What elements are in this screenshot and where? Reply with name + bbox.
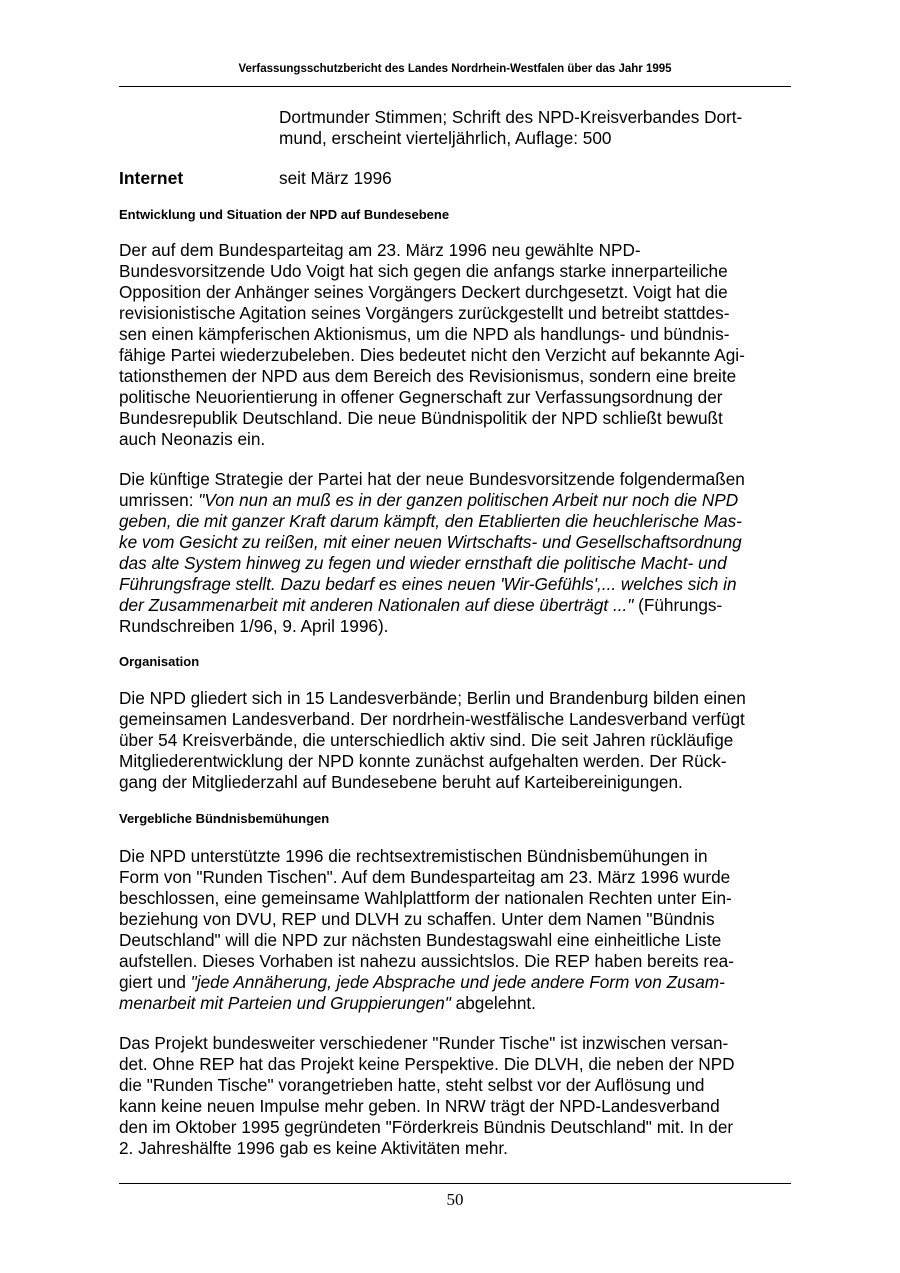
page-number: 50 [446,1190,464,1209]
quote-run: geben, die mit ganzer Kraft darum kämpft, den Etablierten die heuchlerische Mas- [119,511,742,531]
publication-entry [279,107,779,149]
text-line: Form von "Runden Tischen". Auf dem Bundesparteitag am 23. März 1996 wurde [119,867,731,887]
text-line: Mitgliederentwicklung der NPD konnte zunächst aufgehalten werden. Der Rück- [119,751,727,771]
text-line: politische Neuorientierung in offener Gegnerschaft zur Verfassungsordnung der [119,387,723,407]
quote-run: "Von nun an muß es in der ganzen politischen Arbeit nur noch die NPD [198,490,739,510]
quote-run: der Zusammenarbeit mit anderen Nationalen auf diese überträgt ..." [119,595,634,615]
text-line: kann keine neuen Impulse mehr geben. In NRW trägt der NPD-Landesverband [119,1096,720,1116]
paragraph-buendnis-1 [119,846,791,1014]
text-line: den im Oktober 1995 gegründeten "Förderkreis Bündnis Deutschland" mit. In der [119,1117,734,1137]
text-line [119,511,791,532]
text-line [119,490,791,511]
text-line: Die NPD gliedert sich in 15 Landesverbände; Berlin und Brandenburg bilden einen [119,688,746,708]
paragraph-buendnis-2 [119,1033,791,1159]
quote-run: das alte System hinweg zu fegen und wieder ernsthaft die politische Macht- und [119,553,727,573]
quote-run: "jede Annäherung, jede Absprache und jede andere Form von Zusam- [190,972,725,992]
text-line: Rundschreiben 1/96, 9. April 1996). [119,616,389,636]
running-header: Verfassungsschutzbericht des Landes Nordrhein-Westfalen über das Jahr 1995 [238,63,672,75]
text-line: Opposition der Anhänger seines Vorgängers Deckert durchgesetzt. Voigt hat die [119,282,728,302]
quote-run: ke vom Gesicht zu reißen, mit einer neuen Wirtschafts- und Gesellschaftsordnung [119,532,742,552]
text-run: umrissen: [119,490,199,510]
text-line: Das Projekt bundesweiter verschiedener "Runder Tische" ist inzwischen versan- [119,1033,729,1053]
paragraph-entwicklung-2 [119,469,791,637]
text-line: fähige Partei wiederzubeleben. Dies bedeutet nicht den Verzicht auf bekannte Agi- [119,345,745,365]
text-line: Der auf dem Bundesparteitag am 23. März 1996 neu gewählte NPD- [119,240,641,260]
text-line: Die künftige Strategie der Partei hat der neue Bundesvorsitzende folgendermaßen [119,469,745,489]
publication-line: Dortmunder Stimmen; Schrift des NPD-Kreisverbandes Dort- [279,107,743,127]
text-line [119,553,791,574]
text-line [119,993,791,1014]
text-line: 2. Jahreshälfte 1996 gab es keine Aktivitäten mehr. [119,1138,508,1158]
text-line: sen einen kämpferischen Aktionismus, um die NPD als handlungs- und bündnis- [119,324,730,344]
text-line: beschlossen, eine gemeinsame Wahlplattform der nationalen Rechten unter Ein- [119,888,732,908]
internet-term: Internet [119,168,184,188]
text-line [119,595,791,616]
paragraph-entwicklung-1 [119,240,791,450]
text-line [119,532,791,553]
text-line: Bundesrepublik Deutschland. Die neue Bündnispolitik der NPD schließt bewußt [119,408,723,428]
internet-value: seit März 1996 [279,168,392,188]
text-line: gemeinsamen Landesverband. Der nordrhein-westfälische Landesverband verfügt [119,709,745,729]
text-line: Die NPD unterstützte 1996 die rechtsextremistischen Bündnisbemühungen in [119,846,708,866]
text-line: aufstellen. Dieses Vorhaben ist nahezu aussichtslos. Die REP haben bereits rea- [119,951,734,971]
section-heading-entwicklung: Entwicklung und Situation der NPD auf Bundesebene [119,207,450,222]
text-line: über 54 Kreisverbände, die unterschiedlich aktiv sind. Die seit Jahren rückläufige [119,730,734,750]
text-run: (Führungs- [633,595,723,615]
text-line: beziehung von DVU, REP und DLVH zu schaffen. Unter dem Namen "Bündnis [119,909,715,929]
text-line [119,972,791,993]
text-line: Deutschland" will die NPD zur nächsten Bundestagswahl eine einheitliche Liste [119,930,722,950]
quote-run: Führungsfrage stellt. Dazu bedarf es eines neuen 'Wir-Gefühls',... welches sich in [119,574,737,594]
text-line: tationsthemen der NPD aus dem Bereich des Revisionismus, sondern eine breite [119,366,737,386]
quote-run: menarbeit mit Parteien und Gruppierungen" [119,993,451,1013]
text-run: giert und [119,972,191,992]
text-line: revisionistische Agitation seines Vorgängers zurückgestellt und betreibt stattdes- [119,303,730,323]
section-heading-organisation: Organisation [119,654,200,669]
text-line: Bundesvorsitzende Udo Voigt hat sich gegen die anfangs starke innerparteiliche [119,261,728,281]
text-line: auch Neonazis ein. [119,429,266,449]
text-run: abgelehnt. [450,993,536,1013]
paragraph-organisation [119,688,791,793]
header-rule [119,86,791,87]
text-line: gang der Mitgliederzahl auf Bundesebene beruht auf Karteibereinigungen. [119,772,683,792]
text-line [119,574,791,595]
text-line: det. Ohne REP hat das Projekt keine Perspektive. Die DLVH, die neben der NPD [119,1054,735,1074]
text-line: die "Runden Tische" vorangetrieben hatte, steht selbst vor der Auflösung und [119,1075,705,1095]
footer-rule [119,1183,791,1184]
section-heading-buendnis: Vergebliche Bündnisbemühungen [119,811,330,826]
publication-line: mund, erscheint vierteljährlich, Auflage: 500 [279,128,612,148]
